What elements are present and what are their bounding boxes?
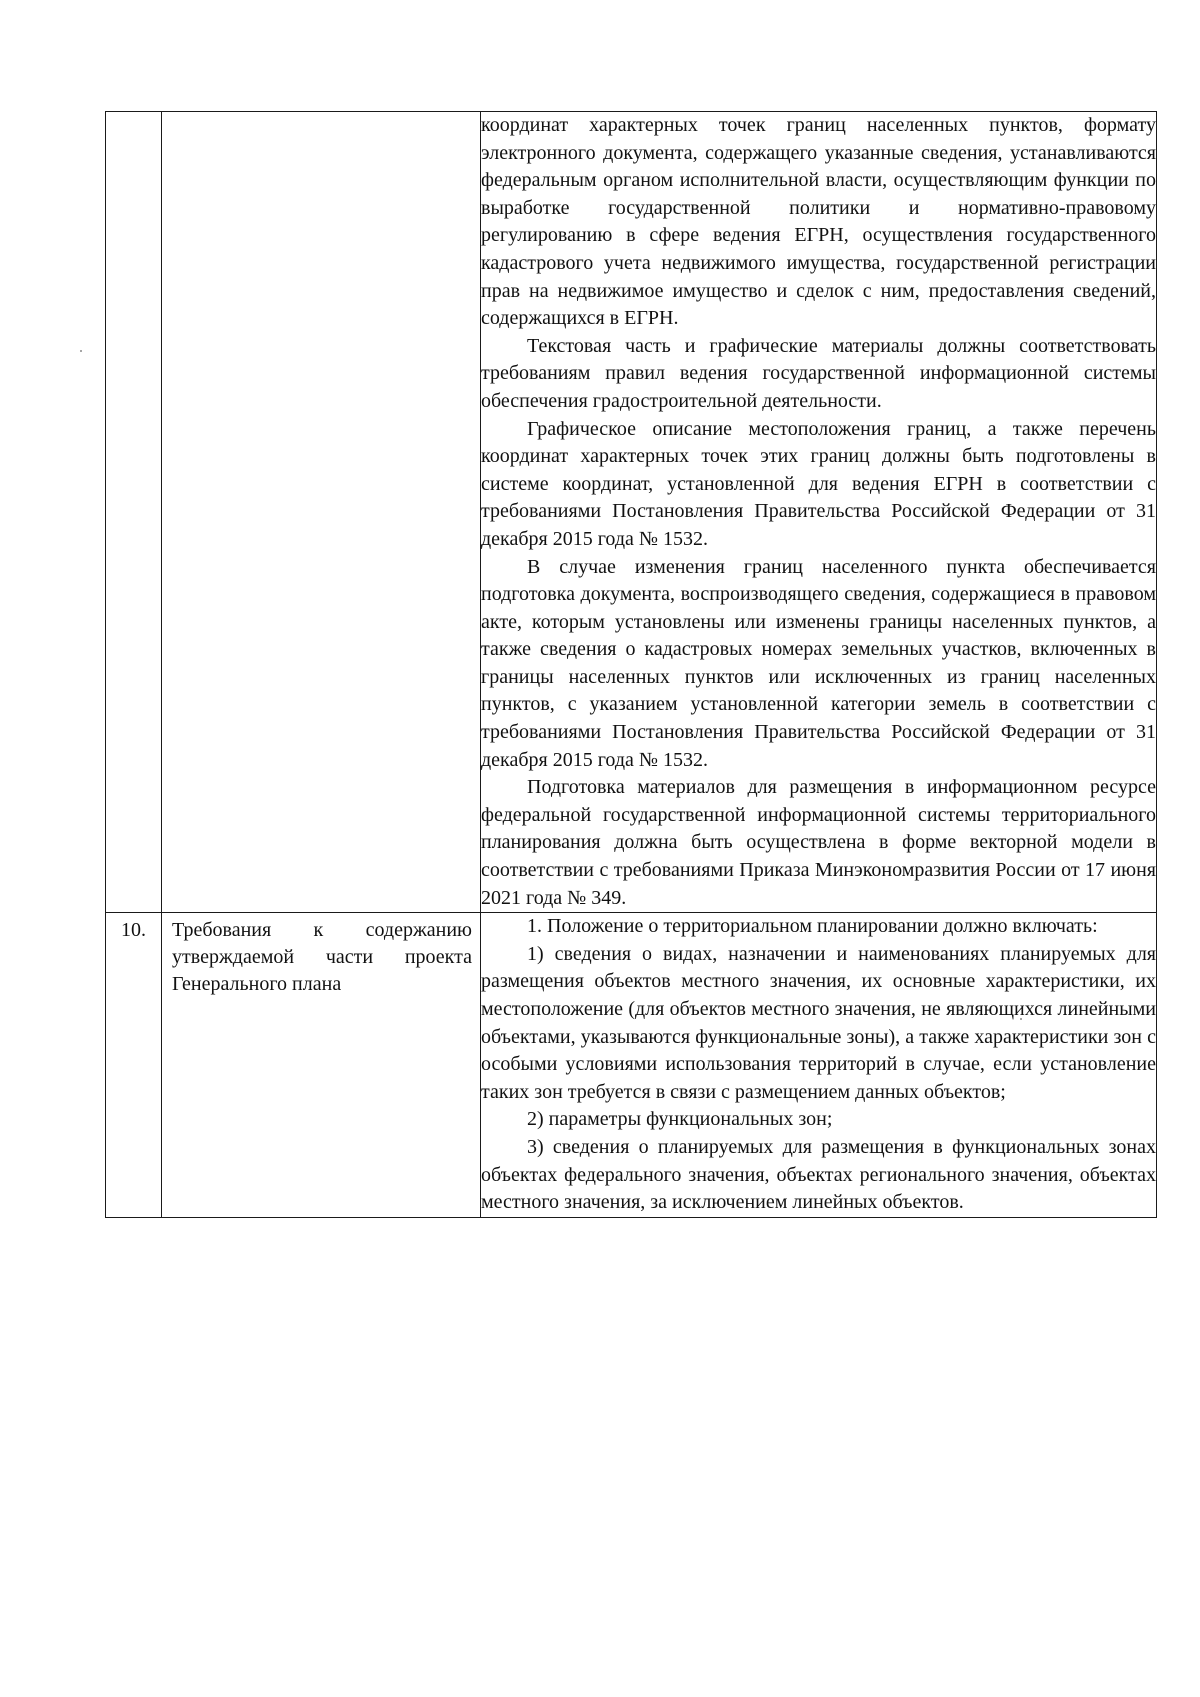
paragraph: 1. Положение о территориальном планировании должно включать: (527, 915, 1098, 938)
requirements-table (105, 111, 1157, 1218)
paragraph: 3) сведения о планируемых для размещения в функциональных зонах объектах федерального значения, объектах регионального значения, объектах местного значения, за исключением линейных объектов. (481, 1135, 1156, 1214)
scan-speck (80, 350, 82, 352)
paragraph: 2) параметры функциональных зон; (527, 1108, 833, 1131)
row-number (106, 112, 161, 116)
table-row-continued (106, 112, 1157, 913)
paragraph: Графическое описание местоположения границ, а также перечень координат характерных точек этих границ должны быть подготовлены в системе координат, установленной для ведения ЕГРН в соответствии с требованиями Постановления Правительства Российской Федерации от 31 декабря 2015 года № 1532. (481, 417, 1156, 550)
table-row-10 (106, 913, 1157, 1218)
paragraph: координат характерных точек границ населенных пунктов, формату электронного документа, содержащего указанные сведения, устанавливаются федеральным органом исполнительной власти, осуществляющим функции по выработке государственной политики и нормативно-правовому регулированию в сфере ведения ЕГРН, осуществления государственного кадастрового учета недвижимого имущества, государственной регистрации прав на недвижимое имущество и сделок с ним, предоставления сведений, содержащихся в ЕГРН. (481, 114, 1156, 330)
paragraph: Подготовка материалов для размещения в информационном ресурсе федеральной государственной информационной системы территориального планирования должна быть осуществлена в форме векторной модели в соответствии с требованиями Приказа Минэкономразвития России от 17 июня 2021 года № 349. (481, 776, 1156, 909)
paragraph: В случае изменения границ населенного пункта обеспечивается подготовка документа, воспроизводящего сведения, содержащиеся в правовом акте, которым установлены или изменены границы населенных пунктов, а также сведения о кадастровых номерах земельных участков, включенных в границы населенных пунктов или исключенных из границ населенных пунктов, с указанием установленной категории земель в соответствии с требованиями Постановления Правительства Российской Федерации от 31 декабря 2015 года № 1532. (481, 555, 1156, 771)
requirement-label-cell (162, 112, 481, 913)
row-number-cell (106, 913, 162, 1218)
requirement-label (162, 112, 480, 116)
requirement-label-cell (162, 913, 481, 1218)
requirement-text-cell (481, 913, 1157, 1218)
row-number-cell (106, 112, 162, 913)
paragraph: 1) сведения о видах, назначении и наименованиях планируемых для размещения объектов местного значения, их основные характеристики, их местоположение (для объектов местного значения, не являющихся линейными объектами, указываются функциональные зоны), а также характеристики зон с особыми условиями использования территорий в случае, если установление таких зон требуется в связи с размещением данных объектов; (481, 942, 1156, 1103)
row-number: 10. (121, 919, 146, 942)
requirement-label: Требования к содержанию утверждаемой части проекта Генерального плана (172, 919, 472, 996)
paragraph: Текстовая часть и графические материалы должны соответствовать требованиям правил ведения государственной информационной системы обеспечения градостроительной деятельности. (481, 334, 1156, 412)
requirement-text-cell (481, 112, 1157, 913)
